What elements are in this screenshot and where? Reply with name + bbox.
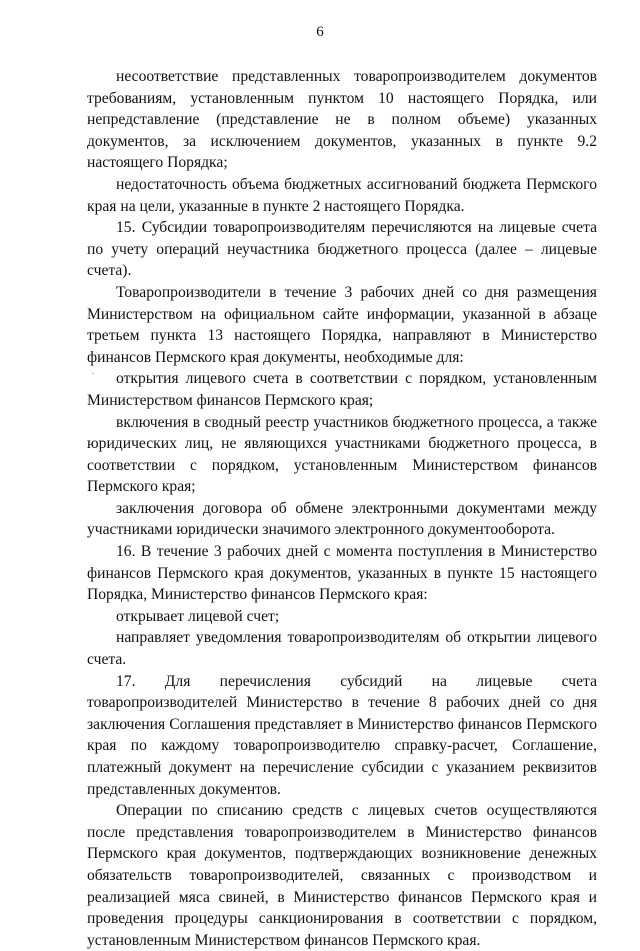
scan-speck <box>92 373 94 374</box>
paragraph-insufficient-budget: недостаточность объема бюджетных ассигнований бюджета Пермского края на цели, указанные в пункте 2 настоящего Порядка. <box>87 175 597 215</box>
paragraph-grounds-for-refusal: несоответствие представленных товаропроизводителем документов требованиям, установленным пунктом 10 настоящего Порядка, или непредставление (представление не в полном объеме) указанных документов, за исключением документов, указанных в пункте 9.2 настоящего Порядка; <box>87 68 597 172</box>
paragraph-clause-17: 17. Для перечисления субсидий на лицевые счета товаропроизводителей Министерство в течение 8 рабочих дней со дня заключения Соглашения представляет в Министерство финансов Пермского края по каждому товаропроизводителю справку-расчет, Соглашение, платежный документ на перечисление субсидии с указанием реквизитов представленных документов. <box>87 672 597 798</box>
paragraph-sends-notice: направляет уведомления товаропроизводителям об открытии лицевого счета. <box>87 629 597 669</box>
paragraph-debit-operations: Операции по списанию средств с лицевых счетов осуществляются после представления товаропроизводителем в Министерство финансов Пермского края документов, подтверждающих возникновение денежных обязательств товаропроизводителей, связанных с производством и реализацией мяса свиней, в Министерство финансов Пермского края и проведения процедуры санкционирования в соответствии с порядком, установленным Министерством финансов Пермского края. <box>87 802 597 949</box>
paragraph-opens-account: открывает лицевой счет; <box>116 607 280 625</box>
paragraph-clause-16: 16. В течение 3 рабочих дней с момента поступления в Министерство финансов Пермского края документов, указанных в пункте 15 настоящего Порядка, Министерство финансов Пермского края: <box>87 543 597 604</box>
document-body <box>87 66 597 951</box>
paragraph-clause-15: 15. Субсидии товаропроизводителям перечисляются на лицевые счета по учету операций неучастника бюджетного процесса (далее – лицевые счета). <box>87 219 597 280</box>
paragraph-open-account: открытия лицевого счета в соответствии с порядком, установленным Министерством финансов Пермского края; <box>87 370 597 409</box>
paragraph-edi-agreement: заключения договора об обмене электронными документами между участниками юридически значимого электронного документооборота. <box>87 499 597 539</box>
paragraph-register-inclusion: включения в сводный реестр участников бюджетного процесса, а также юридических лиц, не являющихся участниками бюджетного процесса, в соответствии с порядком, установленным Министерством финансов Пермского края; <box>87 413 597 496</box>
page-number: 6 <box>316 24 324 40</box>
paragraph-producers-submit: Товаропроизводители в течение 3 рабочих дней со дня размещения Министерством на официальном сайте информации, указанной в абзаце третьем пункта 13 настоящего Порядка, направляют в Министерство финансов Пермского края документы, необходимые для: <box>87 283 597 366</box>
